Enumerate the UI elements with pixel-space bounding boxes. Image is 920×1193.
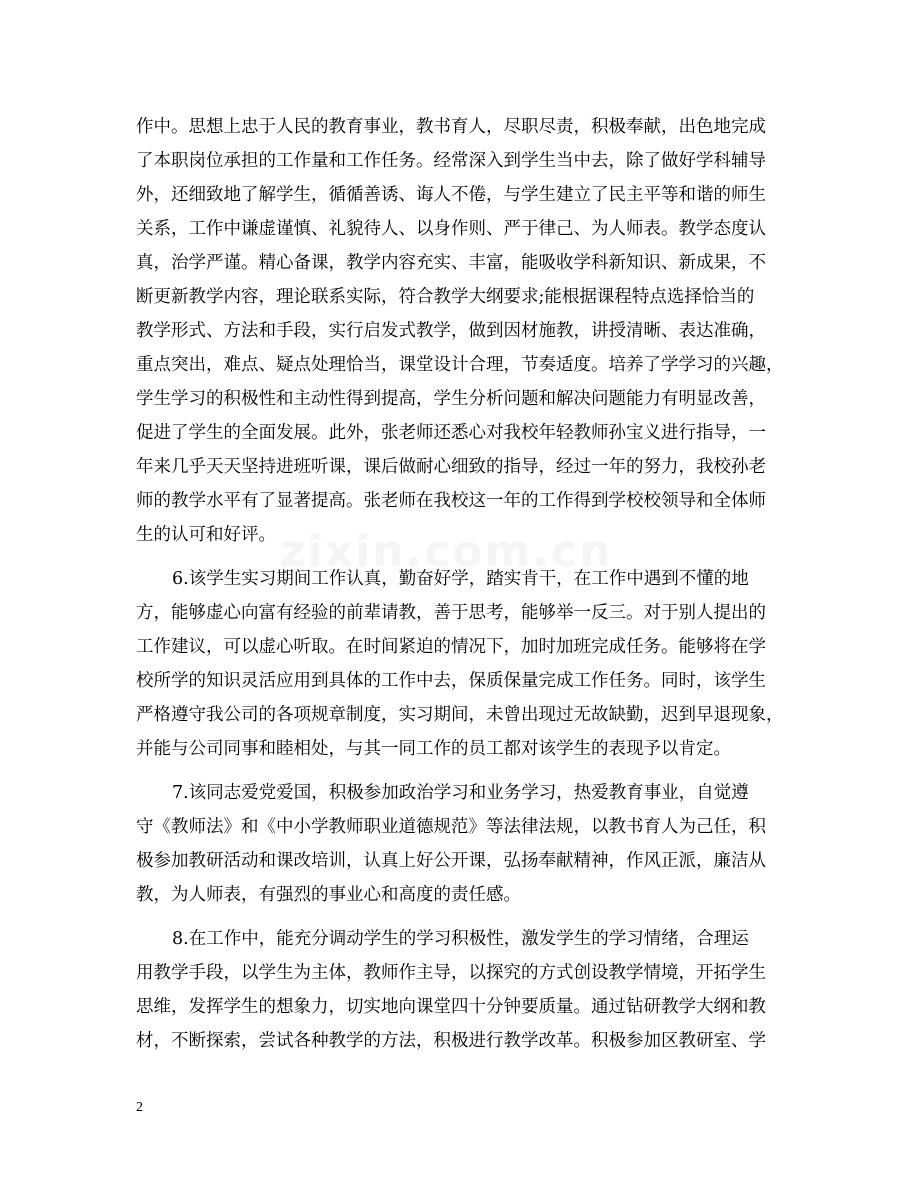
text-line: 严格遵守我公司的各项规章制度，实习期间，未曾出现过无故缺勤，迟到早退现象， <box>136 705 784 725</box>
text-line: 用教学手段，以学生为主体，教师作主导，以探究的方式创设教学情境，开拓学生 <box>136 963 766 983</box>
text-line: 作中。思想上忠于人民的教育事业，教书育人，尽职尽责，积极奉献，出色地完成 <box>136 117 766 137</box>
text-line: 学生学习的积极性和主动性得到提高，学生分析问题和解决问题能力有明显改善， <box>136 389 766 409</box>
text-line: 方，能够虚心向富有经验的前辈请教，善于思考，能够举一反三。对于别人提出的 <box>136 603 766 623</box>
text-line: 断更新教学内容，理论联系实际，符合教学大纲要求;能根据课程特点选择恰当的 <box>136 287 755 307</box>
text-line: 真，治学严谨。精心备课，教学内容充实、丰富，能吸收学科新知识、新成果，不 <box>136 253 766 273</box>
text-line: 外，还细致地了解学生，循循善诱、诲人不倦，与学生建立了民主平等和谐的师生 <box>136 185 766 205</box>
watermark: zixin.com.cn <box>280 526 613 577</box>
text-line: 了本职岗位承担的工作量和工作任务。经常深入到学生当中去，除了做好学科辅导 <box>136 151 766 171</box>
text-line: 师的教学水平有了显著提高。张老师在我校这一年的工作得到学校校领导和全体师 <box>136 491 766 511</box>
text-line: 工作建议，可以虚心听取。在时间紧迫的情况下，加时加班完成任务。能够将在学 <box>136 637 766 657</box>
text-line: 关系，工作中谦虚谨慎、礼貌待人、以身作则、严于律己、为人师表。教学态度认 <box>136 219 766 239</box>
text-line: 6.该学生实习期间工作认真，勤奋好学，踏实肯干，在工作中遇到不懂的地 <box>172 569 749 589</box>
text-line: 生的认可和好评。 <box>136 525 276 545</box>
text-line: 并能与公司同事和睦相处，与其一同工作的员工都对该学生的表现予以肯定。 <box>136 739 731 759</box>
text-line: 年来几乎天天坚持进班听课，课后做耐心细致的指导，经过一年的努力，我校孙老 <box>136 457 766 477</box>
text-line: 材，不断探索，尝试各种教学的方法，积极进行教学改革。积极参加区教研室、学 <box>136 1031 766 1051</box>
text-line: 极参加教研活动和课改培训，认真上好公开课，弘扬奉献精神，作风正派，廉洁从 <box>136 851 766 871</box>
text-line: 促进了学生的全面发展。此外，张老师还悉心对我校年轻教师孙宝义进行指导，一 <box>136 423 766 443</box>
text-line: 7.该同志爱党爱国，积极参加政治学习和业务学习，热爱教育事业，自觉遵 <box>172 783 749 803</box>
text-line: 重点突出，难点、疑点处理恰当，课堂设计合理，节奏适度。培养了学学习的兴趣， <box>136 355 784 375</box>
text-line: 校所学的知识灵活应用到具体的工作中去，保质保量完成工作任务。同时，该学生 <box>136 671 766 691</box>
text-line: 思维，发挥学生的想象力，切实地向课堂四十分钟要质量。通过钻研教学大纲和教 <box>136 997 766 1017</box>
text-line: 教，为人师表，有强烈的事业心和高度的责任感。 <box>136 885 521 905</box>
text-line: 守《教师法》和《中小学教师职业道德规范》等法律法规，以教书育人为己任，积 <box>136 817 766 837</box>
page-number: 2 <box>136 1100 143 1115</box>
text-line: 8.在工作中，能充分调动学生的学习积极性，激发学生的学习情绪，合理运 <box>172 929 749 949</box>
text-line: 教学形式、方法和手段，实行启发式教学，做到因材施教，讲授清晰、表达准确， <box>136 321 766 341</box>
